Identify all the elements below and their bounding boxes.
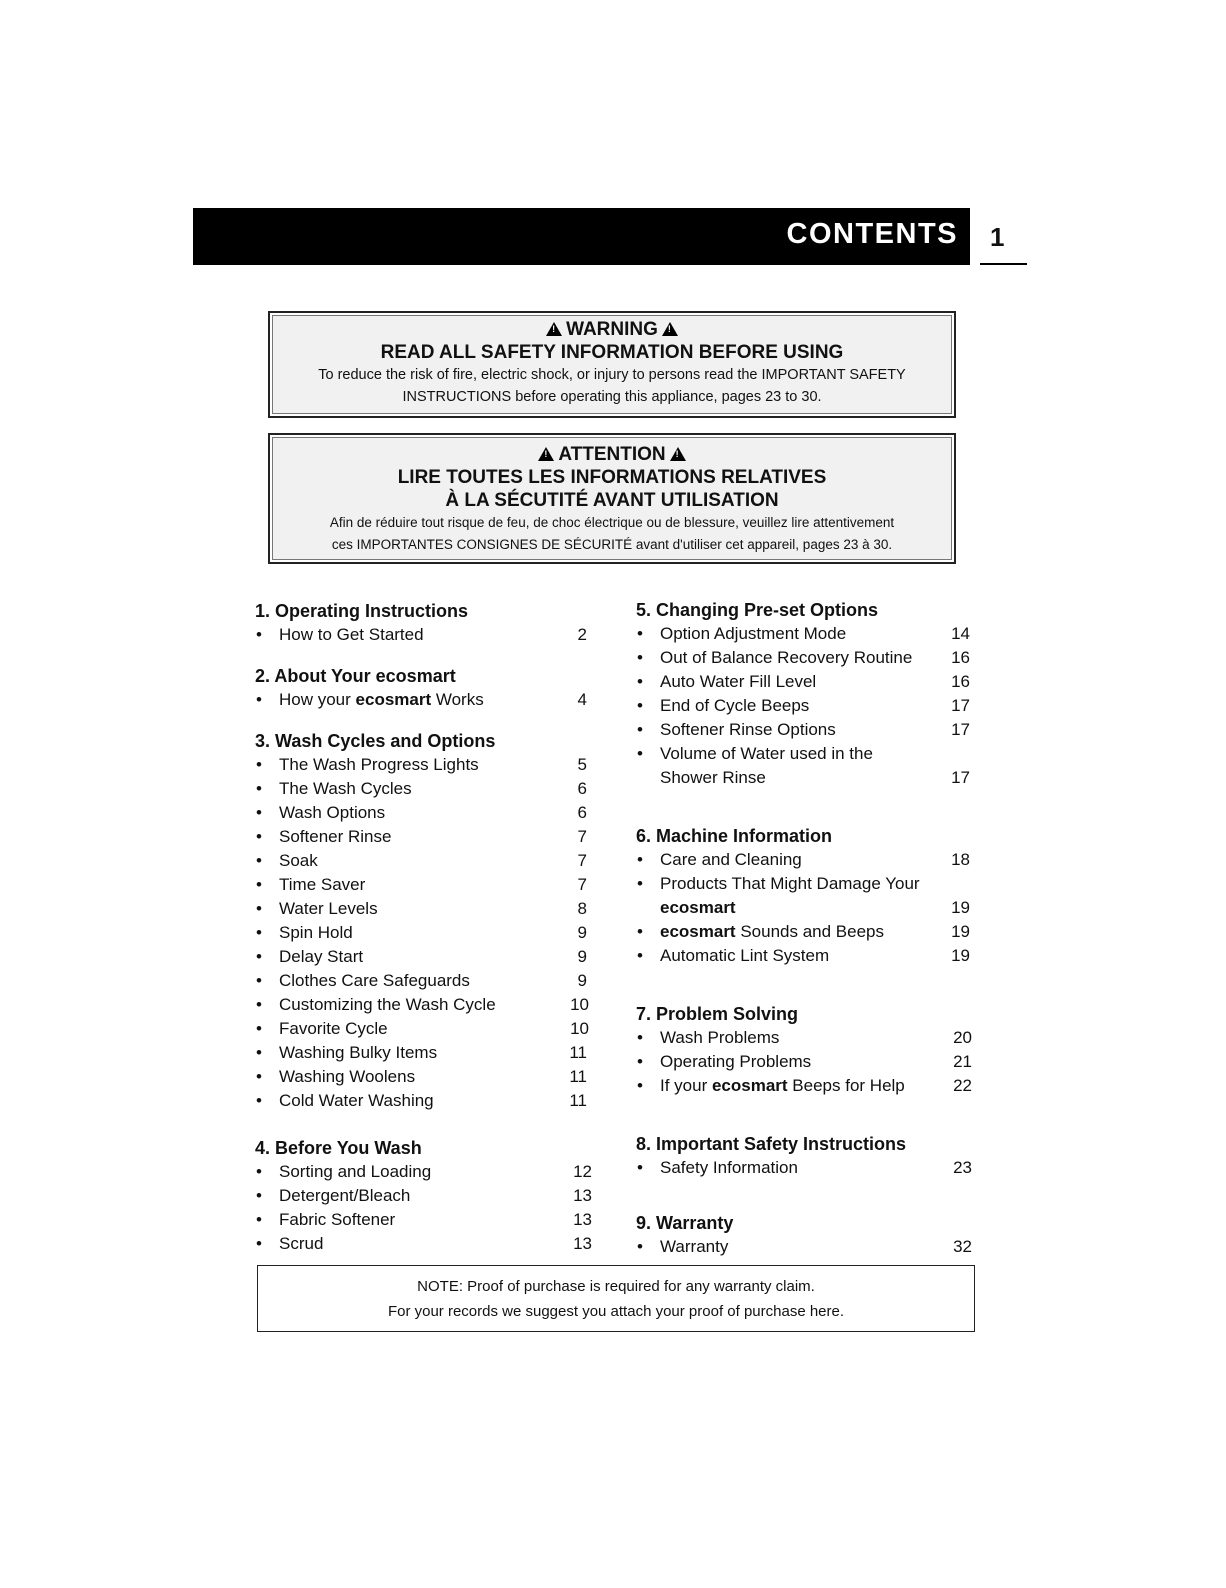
page-ref: 14 [951, 624, 970, 643]
toc-section [255, 664, 595, 712]
list-item[interactable]: • ecosmart Sounds and Beeps 19 [636, 920, 972, 944]
page-ref: 32 [953, 1237, 972, 1256]
list-item[interactable]: • If your ecosmart Beeps for Help 22 [636, 1074, 972, 1098]
page-ref: 7 [577, 827, 587, 846]
list-item[interactable]: • Safety Information 23 [636, 1156, 972, 1180]
page-ref: 10 [570, 995, 589, 1014]
section-title[interactable]: 7. Problem Solving [636, 1004, 799, 1024]
list-item[interactable]: • Wash Options 6 [255, 801, 595, 825]
page-ref: 11 [569, 1067, 587, 1086]
page-ref: 2 [577, 625, 587, 644]
toc-section [255, 1136, 595, 1256]
page-ref: 9 [577, 971, 587, 990]
page-ref: 7 [577, 851, 587, 870]
list-item[interactable]: • Soak 7 [255, 849, 595, 873]
page-ref: 4 [577, 690, 587, 709]
header-bar [193, 208, 970, 265]
page-ref: 17 [951, 768, 970, 787]
warning-box [268, 311, 956, 418]
note-line: NOTE: Proof of purchase is required for any warranty claim. [417, 1278, 815, 1295]
page-ref: 22 [953, 1076, 972, 1095]
list-item[interactable]: • Wash Problems 20 [636, 1026, 972, 1050]
page-ref: 5 [577, 755, 587, 774]
header-separator [970, 208, 980, 265]
list-item[interactable]: • Washing Woolens 11 [255, 1065, 595, 1089]
list-item[interactable]: • Washing Bulky Items 11 [255, 1041, 595, 1065]
list-item[interactable]: • Customizing the Wash Cycle 10 [255, 993, 595, 1017]
header-rule [980, 263, 1027, 265]
page-ref: 10 [570, 1019, 589, 1038]
page-ref: 13 [573, 1210, 592, 1229]
warning-triangle-icon [546, 322, 562, 336]
list-item[interactable]: • Water Levels 8 [255, 897, 595, 921]
warning-text-line: INSTRUCTIONS before operating this appliance, pages 23 to 30. [402, 389, 822, 405]
warning-triangle-icon [538, 447, 554, 461]
toc-section [636, 1132, 972, 1180]
toc-section [636, 598, 972, 790]
list-item[interactable]: • Sorting and Loading 12 [255, 1160, 595, 1184]
section-title[interactable]: 6. Machine Information [636, 826, 833, 846]
attention-box [268, 433, 956, 564]
list-item[interactable]: • Time Saver 7 [255, 873, 595, 897]
list-item[interactable]: • Auto Water Fill Level 16 [636, 670, 972, 694]
page-ref: 21 [953, 1052, 972, 1071]
page-ref: 16 [951, 672, 970, 691]
list-item[interactable]: • Option Adjustment Mode 14 [636, 622, 972, 646]
list-item[interactable]: • Softener Rinse 7 [255, 825, 595, 849]
page-ref: 20 [953, 1028, 972, 1047]
section-title[interactable]: 5. Changing Pre-set Options [636, 600, 879, 620]
toc-left-column [255, 599, 595, 1256]
list-item[interactable]: • Operating Problems 21 [636, 1050, 972, 1074]
page-ref: 13 [573, 1186, 592, 1205]
warning-text-line: To reduce the risk of fire, electric shock, or injury to persons read the IMPORTANT SAFETY [318, 367, 906, 383]
list-item[interactable]: • Clothes Care Safeguards 9 [255, 969, 595, 993]
list-item[interactable]: • Favorite Cycle 10 [255, 1017, 595, 1041]
page-ref: 9 [577, 923, 587, 942]
list-item[interactable]: • Automatic Lint System 19 [636, 944, 972, 968]
section-title[interactable]: 3. Wash Cycles and Options [255, 731, 496, 751]
page-ref: 13 [573, 1234, 592, 1253]
section-title[interactable]: 1. Operating Instructions [255, 601, 469, 621]
page-ref: 19 [951, 946, 970, 965]
page-ref: 23 [953, 1158, 972, 1177]
attention-subheading: LIRE TOUTES LES INFORMATIONS RELATIVES [397, 467, 827, 488]
toc-section [255, 729, 595, 1113]
section-title[interactable]: 2. About Your ecosmart [255, 666, 456, 686]
attention-text-line: Afin de réduire tout risque de feu, de choc électrique ou de blessure, veuillez lire attentivement [329, 515, 895, 530]
warning-triangle-icon [662, 322, 678, 336]
warning-heading: !WARNING! [270, 318, 954, 341]
page-ref: 17 [951, 696, 970, 715]
list-item[interactable]: • The Wash Cycles 6 [255, 777, 595, 801]
page-ref: 17 [951, 720, 970, 739]
page-ref: 7 [577, 875, 587, 894]
section-title[interactable]: 9. Warranty [636, 1213, 734, 1233]
toc-section [636, 1211, 972, 1259]
list-item[interactable]: • How to Get Started 2 [255, 623, 595, 647]
list-item[interactable]: • How your ecosmart Works 4 [255, 688, 595, 712]
list-item[interactable]: • Softener Rinse Options 17 [636, 718, 972, 742]
warning-subheading: READ ALL SAFETY INFORMATION BEFORE USING [380, 342, 844, 363]
list-item[interactable]: • Out of Balance Recovery Routine 16 [636, 646, 972, 670]
page-ref: 11 [569, 1091, 587, 1110]
section-title[interactable]: 4. Before You Wash [255, 1138, 422, 1158]
toc-section [636, 1002, 972, 1098]
page-number: 1 [990, 222, 1005, 252]
page-ref: 9 [577, 947, 587, 966]
warning-triangle-icon [670, 447, 686, 461]
list-item[interactable]: • Volume of Water used in the Shower Rinse 17 [636, 742, 972, 790]
page-ref: 8 [577, 899, 587, 918]
list-item[interactable]: • Fabric Softener 13 [255, 1208, 595, 1232]
list-item[interactable]: • Care and Cleaning 18 [636, 848, 972, 872]
section-title[interactable]: 8. Important Safety Instructions [636, 1134, 907, 1154]
list-item[interactable]: • Warranty 32 [636, 1235, 972, 1259]
page-ref: 6 [577, 803, 587, 822]
list-item[interactable]: • Scrud 13 [255, 1232, 595, 1256]
page-ref: 6 [577, 779, 587, 798]
attention-text-line: ces IMPORTANTES CONSIGNES DE SÉCURITÉ avant d'utiliser cet appareil, pages 23 à 30. [331, 537, 893, 552]
toc-right-column [636, 598, 972, 1259]
page-title: CONTENTS [786, 218, 958, 250]
list-item[interactable]: • End of Cycle Beeps 17 [636, 694, 972, 718]
page-ref: 19 [951, 898, 970, 917]
page-ref: 18 [951, 850, 970, 869]
page-ref: 19 [951, 922, 970, 941]
list-item[interactable]: • Spin Hold 9 [255, 921, 595, 945]
list-item[interactable]: • Products That Might Damage Your ecosmart 19 [636, 872, 972, 920]
list-item[interactable]: • Detergent/Bleach 13 [255, 1184, 595, 1208]
proof-of-purchase-note [257, 1265, 975, 1332]
page-ref: 16 [951, 648, 970, 667]
toc-section [636, 824, 972, 968]
page-ref: 11 [569, 1043, 587, 1062]
list-item[interactable]: • The Wash Progress Lights 5 [255, 753, 595, 777]
list-item[interactable]: • Cold Water Washing 11 [255, 1089, 595, 1113]
note-line: For your records we suggest you attach your proof of purchase here. [387, 1303, 845, 1320]
page-ref: 12 [573, 1162, 592, 1181]
attention-subheading: À LA SÉCUTITÉ AVANT UTILISATION [445, 490, 779, 511]
attention-heading: !ATTENTION! [270, 443, 954, 466]
toc-section [255, 599, 595, 647]
list-item[interactable]: • Delay Start 9 [255, 945, 595, 969]
